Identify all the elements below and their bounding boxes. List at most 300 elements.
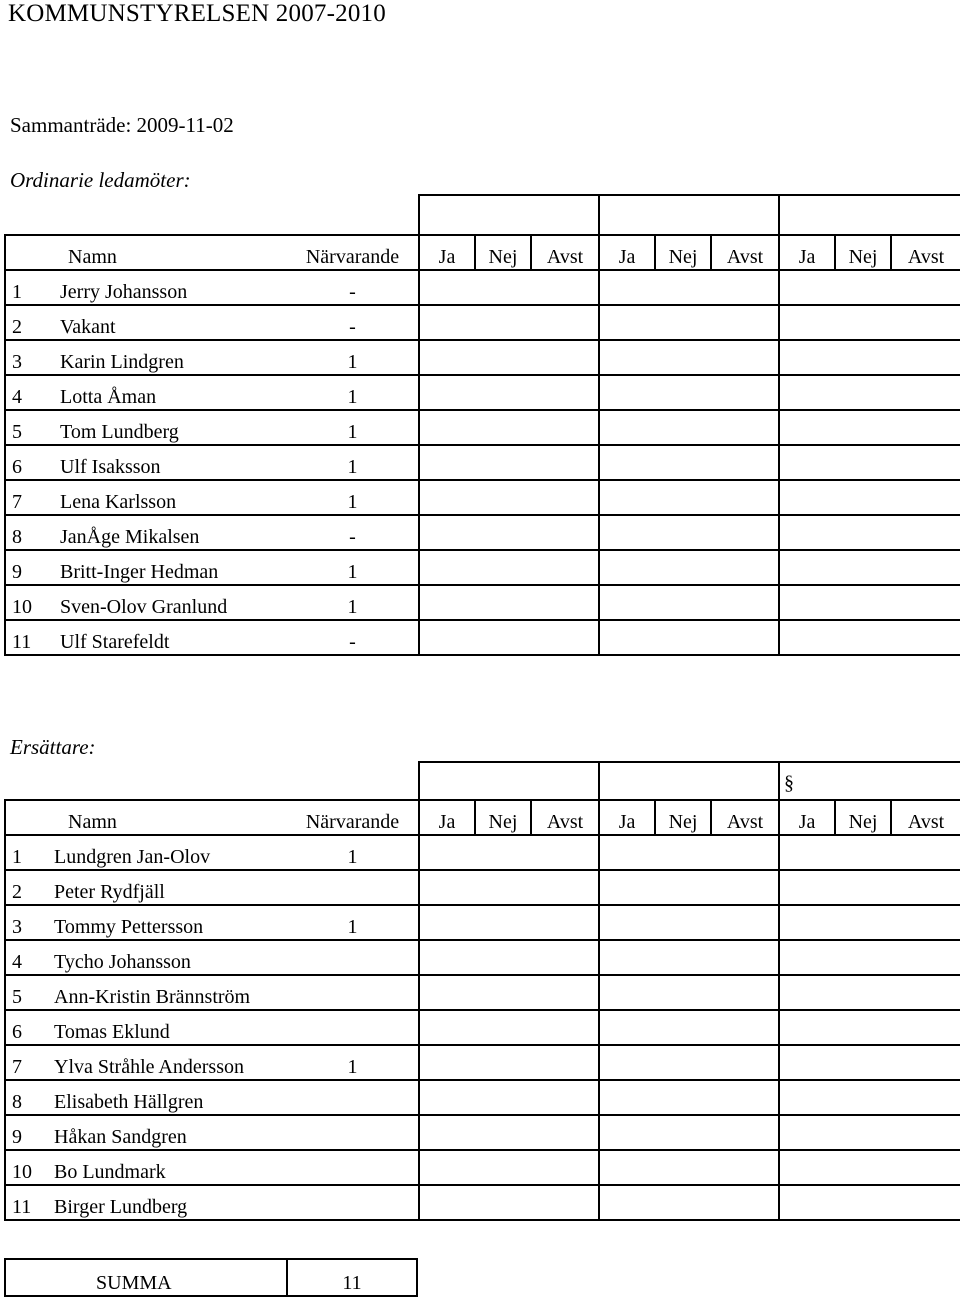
col-nej: Nej bbox=[835, 800, 891, 835]
row-number: 2 bbox=[12, 881, 22, 903]
present-value: 1 bbox=[287, 905, 419, 940]
vote-cell bbox=[711, 515, 779, 550]
col-nej: Nej bbox=[655, 800, 711, 835]
vote-cell bbox=[779, 870, 835, 905]
vote-cell bbox=[599, 1010, 655, 1045]
present-value bbox=[287, 940, 419, 975]
vote-cell bbox=[835, 1080, 891, 1115]
vote-cell bbox=[779, 305, 835, 340]
table-row bbox=[5, 1185, 960, 1220]
present-value bbox=[287, 1010, 419, 1045]
member-cell bbox=[5, 835, 287, 870]
col-ja: Ja bbox=[779, 235, 835, 270]
vote-cell bbox=[655, 870, 711, 905]
vote-cell bbox=[891, 305, 960, 340]
table-row bbox=[5, 585, 960, 620]
vote-cell bbox=[891, 1010, 960, 1045]
col-avst: Avst bbox=[711, 235, 779, 270]
vote-cell bbox=[531, 480, 599, 515]
vote-cell bbox=[599, 515, 655, 550]
member-name: Jerry Johansson bbox=[60, 281, 188, 303]
member-cell bbox=[5, 620, 287, 655]
vote-cell bbox=[779, 1115, 835, 1150]
vote-cell bbox=[891, 480, 960, 515]
vote-cell bbox=[531, 1080, 599, 1115]
vote-group-header-row bbox=[5, 195, 960, 235]
vote-group-header-row bbox=[5, 762, 960, 800]
vote-cell bbox=[655, 445, 711, 480]
vote-cell bbox=[891, 1185, 960, 1220]
row-number: 5 bbox=[12, 421, 22, 443]
vote-cell bbox=[419, 480, 475, 515]
vote-cell bbox=[891, 975, 960, 1010]
vote-cell bbox=[779, 550, 835, 585]
member-cell bbox=[5, 1010, 287, 1045]
table-row bbox=[5, 480, 960, 515]
vote-cell bbox=[779, 445, 835, 480]
vote-cell bbox=[475, 270, 531, 305]
vote-cell bbox=[835, 1010, 891, 1045]
vote-cell bbox=[835, 1185, 891, 1220]
table-row bbox=[5, 835, 960, 870]
vote-cell bbox=[419, 410, 475, 445]
vote-group-2 bbox=[599, 762, 779, 800]
vote-cell bbox=[835, 1150, 891, 1185]
table-row bbox=[5, 270, 960, 305]
vote-cell bbox=[711, 340, 779, 375]
vote-cell bbox=[655, 1010, 711, 1045]
present-value: - bbox=[287, 305, 419, 340]
row-number: 6 bbox=[12, 1021, 22, 1043]
vote-cell bbox=[599, 410, 655, 445]
col-namn: Namn bbox=[5, 235, 287, 270]
row-number: 11 bbox=[12, 631, 32, 653]
vote-cell bbox=[419, 1115, 475, 1150]
table-row bbox=[5, 550, 960, 585]
vote-cell bbox=[779, 835, 835, 870]
member-name: Tommy Pettersson bbox=[54, 916, 204, 938]
member-name: Bo Lundmark bbox=[54, 1161, 166, 1183]
vote-cell bbox=[531, 975, 599, 1010]
vote-cell bbox=[531, 445, 599, 480]
vote-cell bbox=[655, 1080, 711, 1115]
present-value bbox=[287, 1115, 419, 1150]
vote-cell bbox=[475, 870, 531, 905]
vote-cell bbox=[711, 975, 779, 1010]
vote-cell bbox=[655, 305, 711, 340]
vote-group-3 bbox=[779, 195, 960, 235]
present-value: 1 bbox=[287, 1045, 419, 1080]
vote-cell bbox=[475, 905, 531, 940]
vote-cell bbox=[599, 1115, 655, 1150]
paragraph-symbol: § bbox=[784, 772, 794, 794]
present-value: 1 bbox=[287, 585, 419, 620]
vote-cell bbox=[655, 1150, 711, 1185]
vote-cell bbox=[599, 445, 655, 480]
vote-cell bbox=[711, 1045, 779, 1080]
col-avst: Avst bbox=[531, 800, 599, 835]
vote-group-1 bbox=[419, 762, 599, 800]
vote-cell bbox=[475, 585, 531, 620]
present-value: 1 bbox=[287, 375, 419, 410]
row-number: 8 bbox=[12, 1091, 22, 1113]
vote-cell bbox=[655, 975, 711, 1010]
col-nej: Nej bbox=[475, 800, 531, 835]
vote-cell bbox=[599, 835, 655, 870]
table-row bbox=[5, 905, 960, 940]
vote-cell bbox=[655, 375, 711, 410]
member-cell bbox=[5, 1045, 287, 1080]
vote-cell bbox=[655, 620, 711, 655]
member-name: Birger Lundberg bbox=[54, 1196, 188, 1218]
member-name: Ann-Kristin Brännström bbox=[54, 986, 251, 1008]
vote-cell bbox=[891, 585, 960, 620]
table-row bbox=[5, 1080, 960, 1115]
member-cell bbox=[5, 1115, 287, 1150]
member-cell bbox=[5, 1080, 287, 1115]
present-value: 1 bbox=[287, 410, 419, 445]
table-row bbox=[5, 1010, 960, 1045]
vote-cell bbox=[419, 1010, 475, 1045]
vote-cell bbox=[779, 375, 835, 410]
member-cell bbox=[5, 585, 287, 620]
vote-cell bbox=[891, 835, 960, 870]
present-value: 1 bbox=[287, 445, 419, 480]
vote-cell bbox=[599, 940, 655, 975]
vote-cell bbox=[655, 340, 711, 375]
vote-cell bbox=[655, 1115, 711, 1150]
meeting-date: Sammanträde: 2009-11-02 bbox=[10, 113, 234, 137]
vote-cell bbox=[531, 1115, 599, 1150]
vote-cell bbox=[835, 975, 891, 1010]
row-number: 3 bbox=[12, 916, 22, 938]
member-name: Tom Lundberg bbox=[60, 421, 179, 443]
vote-cell bbox=[835, 940, 891, 975]
table-row bbox=[5, 975, 960, 1010]
vote-cell bbox=[419, 340, 475, 375]
present-value: - bbox=[287, 270, 419, 305]
vote-cell bbox=[531, 1045, 599, 1080]
col-nej: Nej bbox=[655, 235, 711, 270]
member-name: Karin Lindgren bbox=[60, 351, 184, 373]
vote-cell bbox=[531, 410, 599, 445]
vote-cell bbox=[711, 550, 779, 585]
row-number: 7 bbox=[12, 491, 22, 513]
row-number: 4 bbox=[12, 386, 22, 408]
vote-cell bbox=[419, 515, 475, 550]
member-name: Håkan Sandgren bbox=[54, 1126, 187, 1148]
present-value bbox=[287, 1150, 419, 1185]
member-name: Britt-Inger Hedman bbox=[60, 561, 219, 583]
vote-cell bbox=[531, 940, 599, 975]
vote-cell bbox=[655, 515, 711, 550]
table-row bbox=[5, 305, 960, 340]
vote-cell bbox=[891, 550, 960, 585]
vote-cell bbox=[599, 620, 655, 655]
vote-cell bbox=[419, 445, 475, 480]
vote-cell bbox=[835, 375, 891, 410]
vote-cell bbox=[599, 870, 655, 905]
vote-cell bbox=[531, 340, 599, 375]
present-value: 1 bbox=[287, 550, 419, 585]
member-cell bbox=[5, 305, 287, 340]
present-value bbox=[287, 870, 419, 905]
vote-cell bbox=[779, 480, 835, 515]
vote-cell bbox=[711, 1115, 779, 1150]
vote-cell bbox=[779, 905, 835, 940]
vote-cell bbox=[531, 835, 599, 870]
vote-cell bbox=[891, 270, 960, 305]
document-title: KOMMUNSTYRELSEN 2007-2010 bbox=[8, 0, 386, 27]
col-namn: Namn bbox=[5, 800, 287, 835]
vote-cell bbox=[891, 340, 960, 375]
vote-cell bbox=[835, 585, 891, 620]
row-number: 8 bbox=[12, 526, 22, 548]
summa-table bbox=[4, 1258, 418, 1297]
vote-cell bbox=[599, 905, 655, 940]
summa-value: 11 bbox=[287, 1259, 417, 1296]
vote-cell bbox=[599, 270, 655, 305]
vote-cell bbox=[419, 870, 475, 905]
member-name: Elisabeth Hällgren bbox=[54, 1091, 204, 1113]
vote-cell bbox=[419, 1080, 475, 1115]
member-name: Lotta Åman bbox=[60, 386, 157, 408]
vote-cell bbox=[891, 1080, 960, 1115]
row-number: 7 bbox=[12, 1056, 22, 1078]
vote-cell bbox=[531, 585, 599, 620]
vote-cell bbox=[711, 375, 779, 410]
vote-cell bbox=[891, 445, 960, 480]
ordinarie-table bbox=[4, 194, 960, 656]
vote-cell bbox=[475, 515, 531, 550]
vote-cell bbox=[599, 1150, 655, 1185]
member-cell bbox=[5, 550, 287, 585]
member-name: Ulf Starefeldt bbox=[60, 631, 170, 653]
vote-cell bbox=[599, 340, 655, 375]
col-ja: Ja bbox=[779, 800, 835, 835]
table-row bbox=[5, 870, 960, 905]
present-value: 1 bbox=[287, 480, 419, 515]
row-number: 5 bbox=[12, 986, 22, 1008]
member-cell bbox=[5, 445, 287, 480]
vote-group-3 bbox=[779, 762, 960, 800]
vote-cell bbox=[779, 410, 835, 445]
present-value bbox=[287, 975, 419, 1010]
vote-cell bbox=[655, 905, 711, 940]
vote-cell bbox=[779, 1080, 835, 1115]
vote-cell bbox=[835, 410, 891, 445]
member-name: JanÅge Mikalsen bbox=[60, 526, 200, 548]
vote-cell bbox=[779, 1010, 835, 1045]
row-number: 4 bbox=[12, 951, 22, 973]
vote-cell bbox=[779, 585, 835, 620]
vote-cell bbox=[531, 550, 599, 585]
vote-cell bbox=[475, 975, 531, 1010]
col-nej: Nej bbox=[835, 235, 891, 270]
table-row bbox=[5, 375, 960, 410]
vote-cell bbox=[835, 1045, 891, 1080]
vote-cell bbox=[475, 620, 531, 655]
vote-cell bbox=[419, 975, 475, 1010]
vote-cell bbox=[835, 340, 891, 375]
vote-cell bbox=[711, 305, 779, 340]
vote-cell bbox=[531, 1185, 599, 1220]
vote-cell bbox=[655, 1045, 711, 1080]
vote-cell bbox=[475, 940, 531, 975]
vote-cell bbox=[475, 1080, 531, 1115]
vote-cell bbox=[835, 270, 891, 305]
vote-cell bbox=[891, 1150, 960, 1185]
member-cell bbox=[5, 515, 287, 550]
vote-cell bbox=[419, 1150, 475, 1185]
vote-cell bbox=[779, 1150, 835, 1185]
vote-cell bbox=[475, 375, 531, 410]
vote-cell bbox=[599, 1080, 655, 1115]
member-name: Ulf Isaksson bbox=[60, 456, 161, 478]
vote-cell bbox=[599, 480, 655, 515]
present-value bbox=[287, 1080, 419, 1115]
table-row bbox=[5, 940, 960, 975]
row-number: 1 bbox=[12, 846, 22, 868]
vote-cell bbox=[835, 515, 891, 550]
vote-cell bbox=[779, 1185, 835, 1220]
summa-label: SUMMA bbox=[5, 1259, 287, 1296]
present-value: 1 bbox=[287, 340, 419, 375]
member-cell bbox=[5, 940, 287, 975]
row-number: 11 bbox=[12, 1196, 32, 1218]
vote-cell bbox=[779, 515, 835, 550]
vote-cell bbox=[891, 410, 960, 445]
col-avst: Avst bbox=[891, 800, 960, 835]
table-row bbox=[5, 1150, 960, 1185]
vote-cell bbox=[419, 620, 475, 655]
col-ja: Ja bbox=[419, 235, 475, 270]
vote-cell bbox=[779, 1045, 835, 1080]
vote-cell bbox=[419, 1045, 475, 1080]
vote-cell bbox=[655, 550, 711, 585]
vote-cell bbox=[419, 905, 475, 940]
member-cell bbox=[5, 410, 287, 445]
vote-cell bbox=[475, 1150, 531, 1185]
col-narvarande: Närvarande bbox=[287, 800, 419, 835]
vote-cell bbox=[655, 835, 711, 870]
vote-cell bbox=[779, 620, 835, 655]
vote-cell bbox=[711, 445, 779, 480]
vote-cell bbox=[531, 620, 599, 655]
member-cell bbox=[5, 340, 287, 375]
present-value: - bbox=[287, 515, 419, 550]
vote-cell bbox=[599, 1045, 655, 1080]
vote-cell bbox=[891, 375, 960, 410]
table-row bbox=[5, 1045, 960, 1080]
vote-cell bbox=[475, 1115, 531, 1150]
vote-cell bbox=[419, 940, 475, 975]
vote-cell bbox=[655, 1185, 711, 1220]
member-name: Tomas Eklund bbox=[54, 1021, 170, 1043]
vote-cell bbox=[655, 270, 711, 305]
table-row bbox=[5, 515, 960, 550]
column-header-row bbox=[5, 800, 960, 835]
vote-cell bbox=[531, 270, 599, 305]
vote-cell bbox=[835, 480, 891, 515]
vote-cell bbox=[599, 1185, 655, 1220]
vote-cell bbox=[891, 515, 960, 550]
vote-cell bbox=[475, 410, 531, 445]
vote-cell bbox=[599, 305, 655, 340]
member-cell bbox=[5, 375, 287, 410]
col-avst: Avst bbox=[711, 800, 779, 835]
vote-cell bbox=[475, 1010, 531, 1045]
vote-cell bbox=[835, 835, 891, 870]
vote-cell bbox=[711, 1185, 779, 1220]
vote-cell bbox=[711, 480, 779, 515]
vote-cell bbox=[419, 585, 475, 620]
vote-cell bbox=[711, 585, 779, 620]
vote-cell bbox=[531, 1150, 599, 1185]
table-row bbox=[5, 410, 960, 445]
table-row bbox=[5, 620, 960, 655]
member-cell bbox=[5, 905, 287, 940]
member-cell bbox=[5, 1185, 287, 1220]
col-nej: Nej bbox=[475, 235, 531, 270]
member-name: Vakant bbox=[60, 316, 116, 338]
vote-cell bbox=[419, 375, 475, 410]
present-value: 1 bbox=[287, 835, 419, 870]
vote-cell bbox=[711, 270, 779, 305]
member-cell bbox=[5, 270, 287, 305]
vote-cell bbox=[779, 940, 835, 975]
vote-cell bbox=[475, 445, 531, 480]
vote-cell bbox=[655, 410, 711, 445]
vote-cell bbox=[475, 1185, 531, 1220]
vote-cell bbox=[711, 620, 779, 655]
col-ja: Ja bbox=[599, 800, 655, 835]
table-row bbox=[5, 445, 960, 480]
vote-cell bbox=[419, 550, 475, 585]
vote-cell bbox=[531, 905, 599, 940]
vote-cell bbox=[711, 870, 779, 905]
vote-cell bbox=[475, 550, 531, 585]
vote-cell bbox=[835, 445, 891, 480]
vote-cell bbox=[475, 1045, 531, 1080]
row-number: 9 bbox=[12, 1126, 22, 1148]
vote-cell bbox=[419, 1185, 475, 1220]
member-cell bbox=[5, 870, 287, 905]
column-header-row bbox=[5, 235, 960, 270]
vote-cell bbox=[835, 870, 891, 905]
vote-cell bbox=[655, 480, 711, 515]
vote-cell bbox=[475, 480, 531, 515]
vote-group-1 bbox=[419, 195, 599, 235]
vote-cell bbox=[475, 340, 531, 375]
vote-cell bbox=[599, 375, 655, 410]
row-number: 1 bbox=[12, 281, 22, 303]
col-ja: Ja bbox=[599, 235, 655, 270]
col-narvarande: Närvarande bbox=[287, 235, 419, 270]
vote-cell bbox=[419, 835, 475, 870]
vote-cell bbox=[711, 940, 779, 975]
col-avst: Avst bbox=[891, 235, 960, 270]
vote-cell bbox=[531, 1010, 599, 1045]
vote-cell bbox=[531, 375, 599, 410]
vote-cell bbox=[419, 270, 475, 305]
ersattare-heading: Ersättare: bbox=[10, 735, 96, 759]
vote-cell bbox=[711, 1080, 779, 1115]
vote-cell bbox=[599, 975, 655, 1010]
member-name: Lundgren Jan-Olov bbox=[54, 846, 211, 868]
vote-cell bbox=[475, 305, 531, 340]
vote-cell bbox=[419, 305, 475, 340]
